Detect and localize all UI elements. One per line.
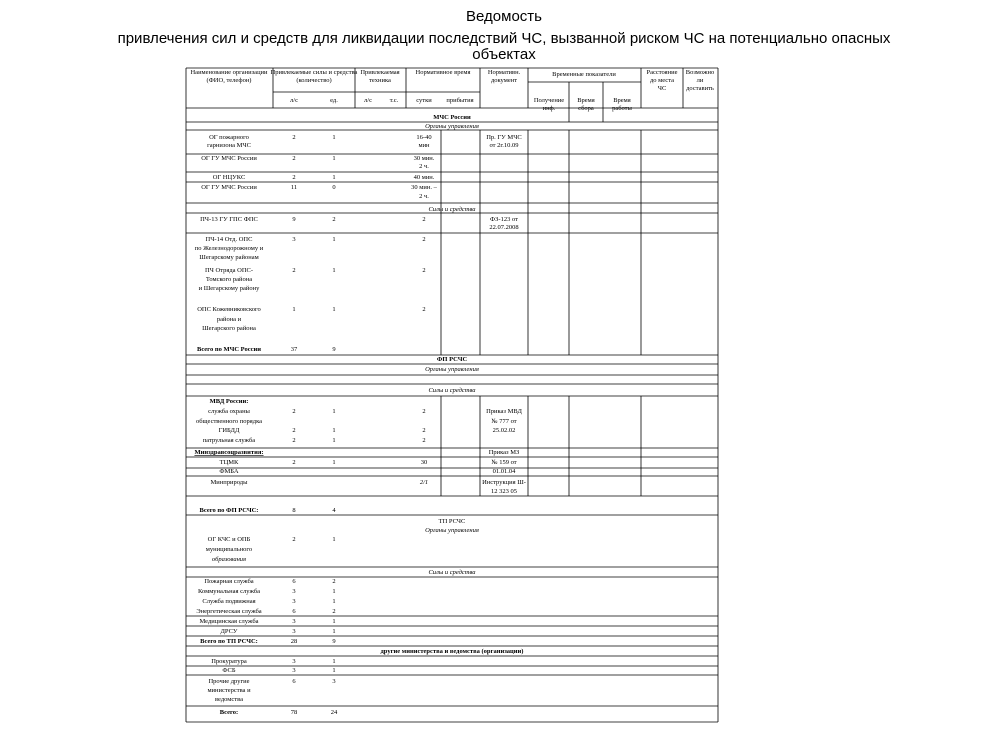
table-cell: 30 xyxy=(420,459,428,466)
table-cell: 1 xyxy=(332,667,336,674)
table-cell: 30 мин. xyxy=(413,155,435,162)
table-cell: Приказ МЗ xyxy=(488,449,520,456)
table-row xyxy=(206,536,336,563)
document-title: Ведомость xyxy=(466,8,542,25)
table-cell: 2 xyxy=(332,216,336,223)
header-forces: Привлекаемые силы и средства xyxy=(270,69,358,76)
table-cell: Медицинская служба xyxy=(199,618,259,625)
table-cell: Энергетическая служба xyxy=(196,608,262,615)
table-cell: 1 xyxy=(332,628,336,635)
table-cell: Всего по ТП РСЧС: xyxy=(200,638,258,645)
sub-ls: л/с xyxy=(290,97,298,104)
sub-ed: ед. xyxy=(330,97,338,104)
table-cell: 01.01.04 xyxy=(492,468,516,475)
table-cell: МВД России: xyxy=(209,398,249,405)
table-cell: 8 xyxy=(292,507,296,514)
section-other: другие министерства и ведомства (организации) xyxy=(380,648,524,655)
section-headings xyxy=(381,114,524,655)
table-cell: Томского района xyxy=(205,276,253,283)
table-cell: 2 xyxy=(422,408,426,415)
table-row xyxy=(220,709,338,716)
table-cell: 2 xyxy=(422,216,426,223)
section-fp-forces: Силы и средства xyxy=(428,387,476,394)
section-fp-management: Органы управления xyxy=(425,366,479,373)
table-cell: ОГ НЦУКС xyxy=(212,174,246,181)
table-cell: 3 xyxy=(292,598,296,605)
table-cell: Всего по ФП РСЧС: xyxy=(199,507,259,514)
table-cell: ФМБА xyxy=(219,468,239,475)
table-cell: 1 xyxy=(332,134,336,141)
sub-ts: т.с. xyxy=(389,97,399,104)
table-cell: от 2г.10.09 xyxy=(489,142,519,149)
table-cell: 1 xyxy=(332,536,336,543)
sub-arrival: прибытия xyxy=(446,97,474,104)
table-cell: 3 xyxy=(292,658,296,665)
table-cell: Всего: xyxy=(219,709,239,716)
table-cell: Приказ МВД xyxy=(486,408,522,415)
table-cell: 1 xyxy=(332,236,336,243)
header-distance: Расстояние xyxy=(646,69,678,76)
table-cell: Пр. ГУ МЧС xyxy=(486,134,522,141)
table-cell: 1 xyxy=(332,155,336,162)
table-cell: 6 xyxy=(292,678,296,685)
table-cell: Коммунальная служба xyxy=(197,588,261,595)
table-cell: 1 xyxy=(332,437,336,444)
table-cell: Пожарная служба xyxy=(204,578,254,585)
table-cell: 2 xyxy=(292,459,296,466)
table-row xyxy=(196,398,523,444)
table-row xyxy=(196,608,335,615)
table-cell: 25.02.02 xyxy=(492,427,516,434)
table-cell: 1 xyxy=(332,408,336,415)
table-cell: ДРСУ xyxy=(220,628,238,635)
table-row xyxy=(200,638,335,645)
header-doc: Нормативн. xyxy=(487,69,521,76)
table-row xyxy=(194,449,263,456)
table-cell: Инструкция Ш- xyxy=(482,479,526,486)
table-cell: ОГ ГУ МЧС России xyxy=(201,155,257,162)
table-row xyxy=(195,236,426,261)
table-cell: ОГ пожарного xyxy=(209,134,249,141)
table-cell: 2 xyxy=(292,437,296,444)
table-cell: ФЗ-123 от xyxy=(490,216,518,223)
table-cell: 3 xyxy=(292,618,296,625)
table-row xyxy=(199,618,335,625)
table-cell: 3 xyxy=(332,678,336,685)
table-cell: 1 xyxy=(292,306,296,313)
table-cell: 9 xyxy=(332,638,336,645)
table-row xyxy=(202,598,335,605)
table-row xyxy=(198,588,336,595)
table-row xyxy=(221,628,336,635)
document-subtitle: привлечения сил и средств для ликвидации последствий ЧС, вызванной риском ЧС на потенциально опасных xyxy=(117,30,891,47)
table-cell: 2/1 xyxy=(419,479,429,486)
table-cell: 2 xyxy=(292,155,296,162)
table-cell: района и xyxy=(216,316,242,323)
table-row xyxy=(207,678,335,703)
sub-ls2: л/с xyxy=(364,97,372,104)
header-delivery-3: доставить xyxy=(686,85,714,92)
section-tp: ТП РСЧС xyxy=(438,518,466,525)
section-mchs-forces: Силы и средства xyxy=(428,206,476,213)
sub-gather: Время xyxy=(577,97,595,104)
table-cell: 1 xyxy=(332,618,336,625)
table-row xyxy=(220,449,520,475)
table-cell: ПЧ-14 Отд. ОПС xyxy=(205,236,253,243)
table-cell: Всего по МЧС России xyxy=(196,346,262,353)
table-cell: ФСБ xyxy=(222,667,236,674)
table-cell: ПЧ-13 ГУ ГПС ФПС xyxy=(200,216,258,223)
table-cell: ТЦМК xyxy=(219,459,239,466)
table-cell: мин xyxy=(418,142,430,149)
table-cell: 2 xyxy=(292,174,296,181)
table-cell: 1 xyxy=(332,598,336,605)
table-cell: № 777 от xyxy=(491,418,517,425)
table-rows xyxy=(194,134,525,716)
document-subtitle-end: объектах xyxy=(472,46,536,63)
table-cell: 2 xyxy=(292,427,296,434)
table-row xyxy=(201,184,437,200)
table-row xyxy=(219,468,239,475)
table-cell: служба охраны xyxy=(208,408,250,415)
sub-info: Получение xyxy=(533,97,565,104)
table-row xyxy=(204,578,335,585)
table-header xyxy=(190,69,714,112)
table-cell: Служба подвижная xyxy=(202,598,256,605)
table-cell: 2 xyxy=(292,134,296,141)
table-cell: 11 xyxy=(290,184,298,191)
table-cell: 1 xyxy=(332,658,336,665)
section-mchs-management: Органы управления xyxy=(425,123,479,130)
table-cell: 30 мин. – xyxy=(411,184,437,191)
table-cell: 3 xyxy=(292,628,296,635)
header-org: Наименование организации xyxy=(190,69,268,76)
table-row xyxy=(211,658,335,665)
table-cell: образования xyxy=(211,556,247,563)
table-row xyxy=(197,306,425,332)
table-cell: 2 ч. xyxy=(419,193,429,200)
table-cell: ОПС Кожевниковского xyxy=(197,306,261,313)
table-row xyxy=(199,267,426,292)
header-distance-3: ЧС xyxy=(657,85,667,92)
table-cell: и Шегарскому району xyxy=(198,285,260,292)
table-cell: 22.07.2008 xyxy=(489,224,519,231)
header-distance-2: до места xyxy=(649,77,675,84)
table-cell: 37 xyxy=(290,346,298,353)
header-org-2: (ФИО, телефон) xyxy=(206,77,252,84)
table-cell: Минздравсоцразвития: xyxy=(194,449,264,456)
section-mchs: МЧС России xyxy=(433,114,471,121)
table-cell: общественного порядка xyxy=(195,418,263,425)
table-cell: 1 xyxy=(332,459,336,466)
table-cell: Шегарскому районам xyxy=(199,254,259,261)
sub-work-2: работы xyxy=(612,105,632,112)
table-cell: ГИБДД xyxy=(218,427,240,434)
sub-work: Время xyxy=(613,97,631,104)
header-timing: Временные показатели xyxy=(552,71,616,78)
table-cell: 2 xyxy=(292,408,296,415)
table-cell: ОГ ГУ МЧС России xyxy=(201,184,257,191)
table-cell: 2 xyxy=(422,267,426,274)
table-cell: 6 xyxy=(292,578,296,585)
table-cell: гарнизона МЧС xyxy=(207,142,251,149)
table-cell: муниципального xyxy=(205,546,253,553)
table-cell: министерства и xyxy=(207,687,251,694)
table-cell: 1 xyxy=(332,267,336,274)
table-cell: 16-40 xyxy=(416,134,432,141)
table-cell: 1 xyxy=(332,174,336,181)
table-cell: 1 xyxy=(332,427,336,434)
table-cell: 3 xyxy=(292,588,296,595)
table-cell: Шегарского района xyxy=(202,325,256,332)
table-row xyxy=(201,155,435,170)
table-cell: 2 xyxy=(332,578,336,585)
table-cell: 24 xyxy=(330,709,338,716)
section-fp: ФП РСЧС xyxy=(436,356,468,363)
table-cell: по Железнодорожному и xyxy=(194,245,264,252)
table-cell: 28 xyxy=(290,638,298,645)
table-cell: 2 xyxy=(292,536,296,543)
table-cell: 9 xyxy=(332,346,336,353)
table-cell: 1 xyxy=(332,306,336,313)
sub-info-2: инф. xyxy=(542,105,556,112)
table-cell: 2 xyxy=(422,306,426,313)
table-cell: 1 xyxy=(332,588,336,595)
sub-gather-2: сбора xyxy=(578,105,594,112)
table-cell: 2 ч. xyxy=(419,163,429,170)
table-cell: 3 xyxy=(292,236,296,243)
table-cell: Прочие другие xyxy=(208,678,250,685)
table-cell: 2 xyxy=(292,267,296,274)
table-row xyxy=(207,134,522,149)
table-cell: 9 xyxy=(292,216,296,223)
table-row xyxy=(222,667,335,674)
table-row xyxy=(200,507,337,514)
table-row xyxy=(197,346,336,353)
header-delivery-2: ли xyxy=(696,77,704,84)
table-cell: ПЧ Отряда ОПС- xyxy=(204,267,254,274)
table-cell: патрульная служба xyxy=(202,437,256,444)
table-cell: 40 мин. xyxy=(413,174,435,181)
table-cell: 12 323 05 xyxy=(491,488,517,495)
table-cell: 2 xyxy=(422,236,426,243)
table-row xyxy=(211,479,526,495)
table-cell: Минприроды xyxy=(210,479,248,486)
table-cell: 2 xyxy=(422,427,426,434)
table-row xyxy=(213,174,435,181)
header-time: Нормативное время xyxy=(415,69,471,76)
table-cell: 4 xyxy=(332,507,336,514)
header-delivery: Возможно xyxy=(685,69,715,76)
table-cell: 6 xyxy=(292,608,296,615)
table-cell: 0 xyxy=(332,184,336,191)
header-tech-2: техника xyxy=(369,77,391,84)
table-cell: 2 xyxy=(332,608,336,615)
table-cell: 2 xyxy=(422,437,426,444)
header-tech: Привлекаемая xyxy=(360,69,400,76)
table-row xyxy=(200,216,519,231)
header-forces-2: (количество) xyxy=(296,77,332,84)
table-cell: Прокуратура xyxy=(211,658,247,665)
table-cell: ведомства xyxy=(215,696,243,703)
header-doc-2: документ xyxy=(490,77,518,84)
table-cell: ОГ КЧС и ОПБ xyxy=(207,536,251,543)
table-cell: 78 xyxy=(290,709,298,716)
section-tp-forces: Силы и средства xyxy=(428,569,476,576)
table-cell: 3 xyxy=(292,667,296,674)
sub-days: сутки xyxy=(416,97,432,104)
section-tp-management: Органы управления xyxy=(425,527,479,534)
table-grid xyxy=(186,68,718,722)
table-cell: № 159 от xyxy=(491,459,517,466)
